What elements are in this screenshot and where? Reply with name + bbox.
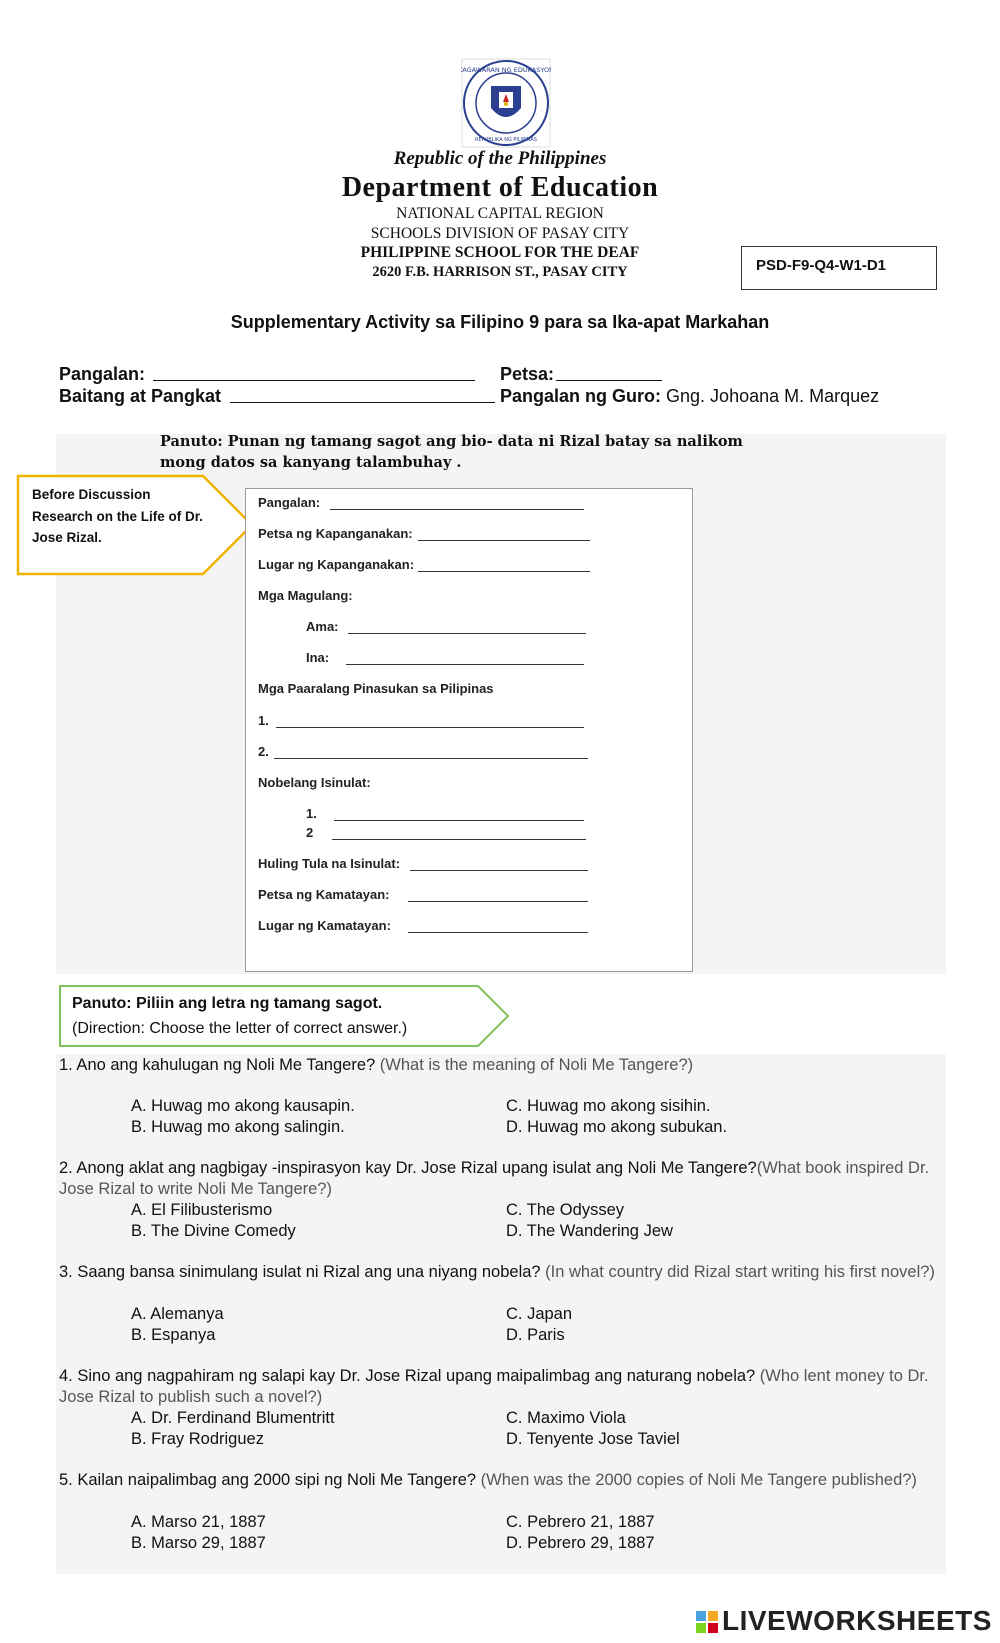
worksheet-title: Supplementary Activity sa Filipino 9 para sa Ika-apat Markahan [230,312,770,332]
republic-heading: Republic of the Philippines [393,148,607,169]
question-5-option-a[interactable]: A. Marso 21, 1887 [131,1513,266,1531]
bio-last-poem-label: Huling Tula na Isinulat: [258,856,401,871]
biodata-form [245,488,693,972]
question-5-option-b[interactable]: B. Marso 29, 1887 [131,1534,266,1552]
teacher-name: Gng. Johoana M. Marquez [666,386,880,406]
bio-school-1-label: 1. [258,713,269,728]
region-line: NATIONAL CAPITAL REGION [396,205,604,222]
question-4-text: 4. Sino ang nagpahiram ng salapi kay Dr. Jose Rizal upang maipalimbag ang naturang nobela? [59,1367,756,1385]
biodata-directions-line2: mong datos sa kanyang talambuhay . [160,454,462,471]
question-1-option-d[interactable]: D. Huwag mo akong subukan. [506,1118,728,1136]
question-2-english: (What book inspired Dr. Jose Rizal to write Noli Me Tangere?) [59,1159,930,1198]
bio-father-input[interactable] [348,633,586,634]
question-4 [59,1366,939,1408]
biodata-directions-line1: Panuto: Punan ng tamang sagot ang bio- data ni Rizal batay sa nalikom [160,433,743,450]
question-4-english: (Who lent money to Dr. Jose Rizal to publish such a novel?) [59,1367,929,1406]
callout-line2: Research on the Life of Dr. [32,508,204,524]
division-line: SCHOOLS DIVISION OF PASAY CITY [370,225,630,242]
choice-directions-line1: Panuto: Piliin ang letra ng tamang sagot. [72,995,383,1012]
question-1-option-c[interactable]: C. Huwag mo akong sisihin. [506,1097,711,1115]
seal-bottom-text: REPUBLIKA NG PILIPINAS [475,137,537,143]
bio-death-place-label: Lugar ng Kamatayan: [258,918,391,933]
bio-novel-2-label: 2 [306,825,314,840]
question-4-option-a[interactable]: A. Dr. Ferdinand Blumentritt [131,1409,335,1427]
question-2-text: 2. Anong aklat ang nagbigay -inspirasyon kay Dr. Jose Rizal upang isulat ang Noli Me Tangere? [59,1159,757,1177]
bio-birth-date-label: Petsa ng Kapanganakan: [258,526,413,541]
department-heading: Department of Education [341,172,659,203]
date-input-line[interactable] [556,380,662,381]
bio-novel-1-label: 1. [306,806,317,821]
question-3-option-b[interactable]: B. Espanya [131,1326,216,1344]
callout-line1: Before Discussion [32,487,151,502]
bio-death-date-input[interactable] [408,901,588,902]
deped-seal [461,58,551,148]
question-3-option-c[interactable]: C. Japan [506,1305,573,1323]
callout-line3: Jose Rizal. [32,530,102,545]
bio-mother-label: Ina: [306,650,330,665]
choice-directions-box [58,984,512,1048]
name-input-line[interactable] [153,380,475,381]
question-5-english: (When was the 2000 copies of Noli Me Tangere published?) [476,1471,917,1489]
question-1 [59,1055,939,1076]
question-3-english: (In what country did Rizal start writing his first novel?) [540,1263,935,1281]
question-4-option-b[interactable]: B. Fray Rodriguez [131,1430,264,1448]
question-1-option-b[interactable]: B. Huwag mo akong salingin. [131,1118,345,1136]
bio-mother-input[interactable] [346,664,584,665]
grade-label: Baitang at Pangkat [59,386,222,406]
worksheet-code: PSD-F9-Q4-W1-D1 [741,246,937,290]
bio-birth-place-label: Lugar ng Kapanganakan: [258,557,415,572]
question-2 [59,1158,939,1200]
question-2-option-a[interactable]: A. El Filibusterismo [131,1201,273,1219]
bio-birth-date-input[interactable] [418,540,590,541]
teacher-label: Pangalan ng Guro: [500,386,662,406]
question-3-option-d[interactable]: D. Paris [506,1326,565,1344]
question-5 [59,1470,939,1491]
liveworksheets-brand[interactable]: LIVEWORKSHEETS [722,1605,992,1636]
question-4-option-d[interactable]: D. Tenyente Jose Taviel [506,1430,680,1448]
question-4-option-c[interactable]: C. Maximo Viola [506,1409,626,1427]
address-line: 2620 F.B. HARRISON ST., PASAY CITY [372,264,628,280]
liveworksheets-logo-icon [696,1611,718,1633]
question-3-option-a[interactable]: A. Alemanya [131,1305,224,1323]
bio-father-label: Ama: [306,619,339,634]
seal-top-text: KAGAWARAN NG EDUKASYON [461,66,551,74]
question-5-text: 5. Kailan naipalimbag ang 2000 sipi ng Noli Me Tangere? [59,1471,477,1489]
bio-parents-label: Mga Magulang: [258,588,353,603]
question-5-option-c[interactable]: C. Pebrero 21, 1887 [506,1513,655,1531]
school-line: PHILIPPINE SCHOOL FOR THE DEAF [360,244,640,261]
grade-input-line[interactable] [230,402,495,403]
question-1-english: (What is the meaning of Noli Me Tangere?) [375,1056,694,1074]
bio-school-2-label: 2. [258,744,269,759]
question-5-option-d[interactable]: D. Pebrero 29, 1887 [506,1534,655,1552]
question-1-text: 1. Ano ang kahulugan ng Noli Me Tangere? [59,1056,376,1074]
bio-schools-label: Mga Paaralang Pinasukan sa Pilipinas [258,681,494,696]
bio-novel-1-input[interactable] [334,820,584,821]
bio-novels-label: Nobelang Isinulat: [258,775,371,790]
callout-text [32,484,232,549]
bio-death-place-input[interactable] [408,932,588,933]
question-3 [59,1262,939,1283]
bio-birth-place-input[interactable] [418,571,590,572]
bio-school-2-input[interactable] [274,758,588,759]
date-label: Petsa: [500,364,555,384]
bio-name-label: Pangalan: [258,495,321,510]
teacher-field [500,386,879,407]
choice-directions-line2: (Direction: Choose the letter of correct answer.) [72,1020,408,1037]
question-2-option-d[interactable]: D. The Wandering Jew [506,1222,673,1240]
bio-last-poem-input[interactable] [410,870,588,871]
biodata-directions [160,431,860,473]
question-2-option-b[interactable]: B. The Divine Comedy [131,1222,296,1240]
question-2-option-c[interactable]: C. The Odyssey [506,1201,624,1219]
question-1-option-a[interactable]: A. Huwag mo akong kausapin. [131,1097,355,1115]
bio-death-date-label: Petsa ng Kamatayan: [258,887,390,902]
name-label: Pangalan: [59,364,146,384]
bio-name-input[interactable] [330,509,584,510]
bio-novel-2-input[interactable] [332,839,586,840]
bio-school-1-input[interactable] [276,727,584,728]
question-3-text: 3. Saang bansa sinimulang isulat ni Rizal ang una niyang nobela? [59,1263,541,1281]
